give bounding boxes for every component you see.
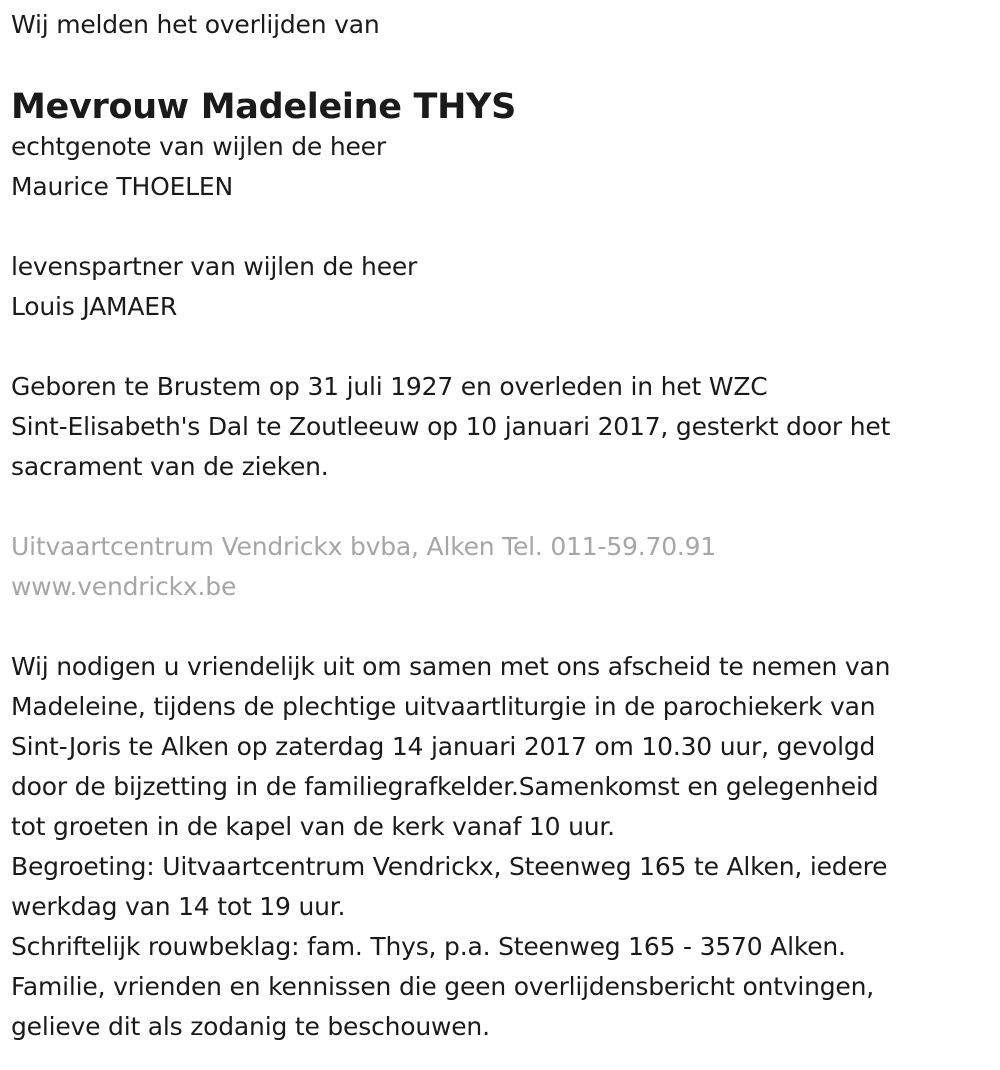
- details-line: Sint-Joris te Alken op zaterdag 14 januari 2017 om 10.30 uur, gevolgd: [11, 732, 876, 761]
- birth-death-line: sacrament van de zieken.: [11, 452, 329, 481]
- details-line: Wij nodigen u vriendelijk uit om samen met ons afscheid te nemen van: [11, 652, 891, 681]
- spacer: [11, 607, 986, 647]
- partner-relation: levenspartner van wijlen de heer: [11, 252, 418, 281]
- spacer: [11, 487, 986, 527]
- deceased-name: Mevrouw Madeleine THYS: [11, 87, 517, 127]
- intro-text: Wij melden het overlijden van: [11, 10, 380, 39]
- details-line: Madeleine, tijdens de plechtige uitvaartliturgie in de parochiekerk van: [11, 692, 876, 721]
- funeral-home-contact: Uitvaartcentrum Vendrickx bvba, Alken Tel. 011-59.70.91: [11, 532, 717, 561]
- spacer: [11, 327, 986, 367]
- funeral-home-website[interactable]: www.vendrickx.be: [11, 572, 237, 601]
- birth-death-line: Sint-Elisabeth's Dal te Zoutleeuw op 10 januari 2017, gesterkt door het: [11, 412, 891, 441]
- details-line: werkdag van 14 tot 19 uur.: [11, 892, 346, 921]
- details-line: Begroeting: Uitvaartcentrum Vendrickx, Steenweg 165 te Alken, iedere: [11, 852, 888, 881]
- details-line: door de bijzetting in de familiegrafkelder.Samenkomst en gelegenheid: [11, 772, 879, 801]
- details-line: Familie, vrienden en kennissen die geen overlijdensbericht ontvingen,: [11, 972, 875, 1001]
- details-line: gelieve dit als zodanig te beschouwen.: [11, 1012, 490, 1041]
- obituary-notice: [11, 5, 986, 1047]
- birth-death-line: Geboren te Brustem op 31 juli 1927 en overleden in het WZC: [11, 372, 768, 401]
- spouse-relation: echtgenote van wijlen de heer: [11, 132, 386, 161]
- details-line: Schriftelijk rouwbeklag: fam. Thys, p.a. Steenweg 165 - 3570 Alken.: [11, 932, 846, 961]
- spacer: [11, 207, 986, 247]
- partner-name: Louis JAMAER: [11, 292, 178, 321]
- spouse-name: Maurice THOELEN: [11, 172, 234, 201]
- details-line: tot groeten in de kapel van de kerk vanaf 10 uur.: [11, 812, 615, 841]
